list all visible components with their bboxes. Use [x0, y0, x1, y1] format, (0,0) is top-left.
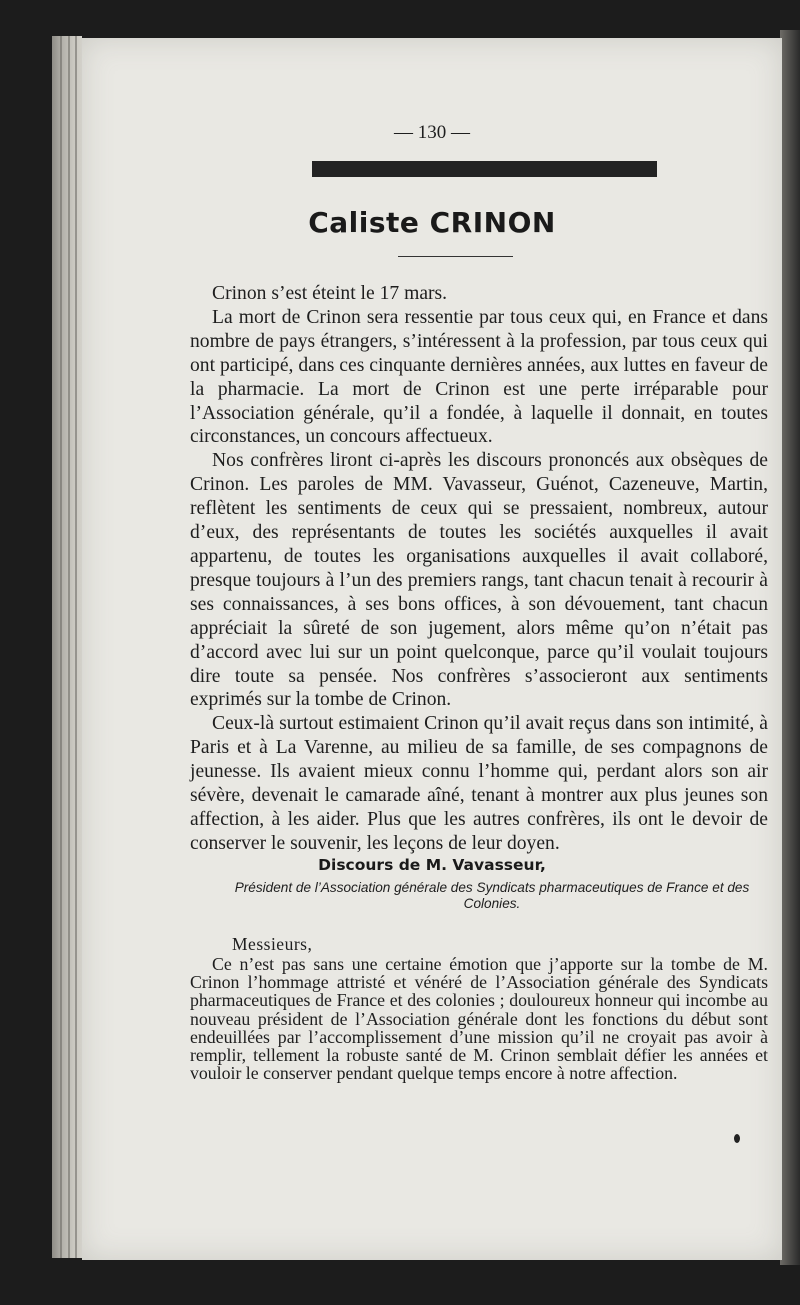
article-body	[190, 282, 768, 856]
paragraph: Ceux-là surtout estimaient Crinon qu’il avait reçus dans son intimité, à Paris et à La Varenne, au milieu de sa famille, de ses compagnons de jeunesse. Ils avaient mieux connu l’homme qui, perdant alors son air sévère, devenait le camarade aîné, tenant à montrer aux plus jeunes son affection, à les aider. Plus que les autres confrères, ils ont le devoir de conserver le souvenir, les leçons de leur doyen.	[190, 713, 768, 854]
paragraph: La mort de Crinon sera ressentie par tous ceux qui, en France et dans nombre de pays étrangers, s’intéressent à la profession, par tous ceux qui ont participé, dans ces cinquante dernières années, aux luttes en faveur de la pharmacie. La mort de Crinon est une perte irréparable pour l’Association générale, qu’il a fondée, à laquelle il donnait, en toutes circonstances, un concours affectueux.	[190, 306, 768, 448]
document-page	[82, 38, 782, 1260]
speech-title: Discours de M. Vavasseur,	[318, 856, 546, 874]
article-heading: Caliste CRINON	[308, 206, 556, 239]
paragraph: Crinon s’est éteint le 17 mars.	[212, 283, 448, 304]
speech-body	[190, 955, 768, 1082]
header-rule	[312, 161, 657, 177]
page-edge-line	[60, 36, 62, 1258]
speech-salutation: Messieurs,	[232, 934, 313, 954]
paragraph: Nos confrères liront ci-après les discours prononcés aux obsèques de Crinon. Les paroles de MM. Vavasseur, Guénot, Cazeneuve, Martin, reflètent les sentiments de ceux qui se pressaient, nombreux, autour d’eux, des représentants de toutes les sociétés auxquelles il avait appartenu, de toutes les organisations auxquelles il avait collaboré, presque toujours à l’un des premiers rangs, tant chacun tenait à recourir à ses connaissances, à ses bons offices, à son dévouement, tant chacun appréciait la sûreté de son jugement, alors même qu’on n’était pas d’accord avec lui sur un point quelconque, parce qu’il voulait toujours dire toute sa pensée. Nos confrères s’associeront aux sentiments exprimés sur la tombe de Crinon.	[190, 450, 768, 711]
heading-underline	[398, 256, 513, 257]
page-edge-line	[68, 36, 70, 1258]
page-stack-edge	[52, 36, 82, 1258]
speech-paragraph: Ce n’est pas sans une certaine émotion que j’apporte sur la tombe de M. Crinon l’hommage attristé et vénéré de l’Association générale des Syndicats pharmaceutiques de France et des colonies ; douloureux honneur qui incombe au nouveau président de l’Association générale dont les fonctions du début sont endeuillées par l’accomplissement d’une mission qu’il ne croyait pas avoir à remplir, tellement la robuste santé de M. Crinon semblait défier les années et vouloir le conserver pendant quelque temps encore à notre affection.	[190, 954, 768, 1084]
right-page-edge	[780, 30, 800, 1265]
ink-mark	[734, 1134, 740, 1143]
page-number: — 130 —	[394, 122, 470, 143]
speech-subtitle: Président de l’Association générale des Syndicats pharmaceutiques de France et des Colonies.	[234, 880, 750, 911]
page-edge-line	[75, 36, 77, 1258]
